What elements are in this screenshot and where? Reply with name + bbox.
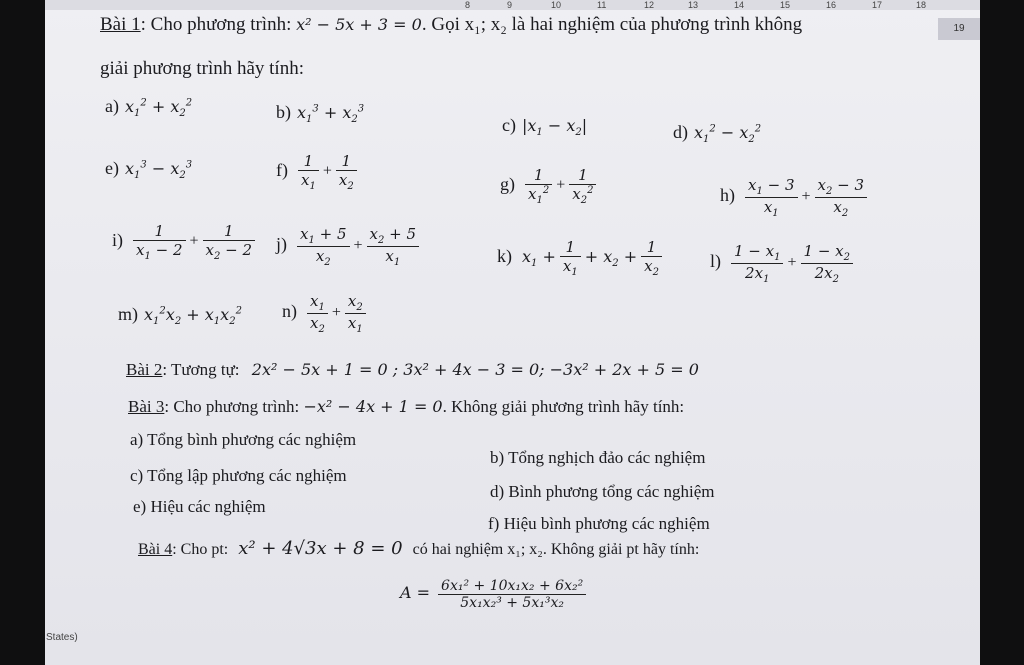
ruler-tick: 16 [826, 0, 837, 10]
item-j: j) $\frac{x_1 + 5}{x_2}$ + $\frac{x_2 + 5}{x_1}$ [276, 225, 419, 268]
ruler-tick: 13 [688, 0, 699, 10]
item-k: k) $x_1$ + $\frac{1}{x_1}$ + $x_2$ + $\frac{1}{x_2}$ [497, 238, 662, 278]
ruler-tick: 12 [644, 0, 655, 10]
bai4-rest: có hai nghiệm x₁; x₂. Không giải pt hãy tính: [412, 541, 700, 558]
bai1-intro: : Cho phương trình: [140, 14, 292, 35]
bai4-numerator: 6x₁² + 10x₁x₂ + 6x₂² [438, 578, 586, 595]
status-text: States) [46, 632, 78, 643]
bai1-line2: giải phương trình hãy tính: [100, 58, 304, 79]
item-l: l) $\frac{1 - x_1}{2x_1}$ + $\frac{1 - x_2}{2x_2}$ [710, 242, 853, 285]
bai3-b: b) Tổng nghịch đảo các nghiệm [490, 448, 706, 467]
ruler [45, 0, 980, 10]
ruler-tick: 10 [551, 0, 562, 10]
bai3-title: Bài 3 [128, 397, 165, 416]
bai4-formula [400, 578, 586, 611]
bai1-title: Bài 1 [100, 14, 141, 35]
bai3-intro: : Cho phương trình: [164, 397, 300, 416]
bai2-title: Bài 2 [126, 360, 163, 379]
item-g: g) $\frac{1}{x_1^2}$ + $\frac{1}{x_2^2}$ [500, 166, 596, 206]
bai3-rest: . Không giải phương trình hãy tính: [442, 397, 685, 416]
item-b: b) $x_1^3 + x_2^3$ [276, 102, 365, 126]
item-c: c) $|x_1 - x_2|$ [502, 115, 588, 139]
item-m: m) $x_1^2x_2 + x_1x_2^2$ [118, 304, 242, 328]
item-i: i) $\frac{1}{x_1 - 2}$ + $\frac{1}{x_2 - 2}$ [112, 222, 255, 262]
bai3-equation: −x² − 4x + 1 = 0 [303, 397, 443, 416]
bai4-heading [138, 538, 699, 559]
bai3-f: f) Hiệu bình phương các nghiệm [488, 514, 710, 533]
bai2 [126, 360, 699, 380]
bai1-equation: x² − 5x + 3 = 0 [296, 15, 422, 34]
ruler-tick: 9 [507, 0, 513, 10]
bai4-title: Bài 4 [138, 541, 173, 558]
ruler-tick: 18 [916, 0, 927, 10]
bai4-intro: : Cho pt: [172, 541, 229, 558]
ruler-end: 19 [938, 18, 980, 40]
ruler-tick: 8 [465, 0, 471, 10]
bai3-e: e) Hiệu các nghiệm [133, 497, 266, 516]
item-d: d) $x_1^2 - x_2^2$ [673, 122, 762, 146]
bai4-denominator: 5x₁x₂³ + 5x₁³x₂ [460, 595, 564, 611]
bai3-d: d) Bình phương tổng các nghiệm [490, 482, 715, 501]
ruler-tick: 11 [597, 0, 607, 10]
item-a: a) $x_1^2 + x_2^2$ [105, 96, 193, 120]
bai1-heading [100, 14, 802, 36]
ruler-tick: 15 [780, 0, 791, 10]
bai3-c: c) Tổng lập phương các nghiệm [130, 466, 347, 485]
bai3-a: a) Tổng bình phương các nghiệm [130, 430, 357, 449]
bai3-heading [128, 397, 684, 417]
item-n: n) $\frac{x_1}{x_2}$ + $\frac{x_2}{x_1}$ [282, 292, 366, 335]
item-f: f) $\frac{1}{x_1}$ + $\frac{1}{x_2}$ [276, 152, 357, 192]
item-e: e) $x_1^3 - x_2^3$ [105, 158, 193, 182]
item-h: h) $\frac{x_1 - 3}{x_1}$ + $\frac{x_2 - 3}{x_2}$ [720, 176, 867, 219]
bai2-equations: 2x² − 5x + 1 = 0 ; 3x² + 4x − 3 = 0; −3x² + 2x + 5 = 0 [251, 360, 699, 379]
ruler-tick: 14 [734, 0, 745, 10]
bai2-text: : Tương tự: [162, 360, 240, 379]
bai1-rest: . Gọi x₁; x₂ là hai nghiệm của phương trình không [421, 14, 803, 35]
ruler-tick: 17 [872, 0, 883, 10]
bai4-equation: x² + 4√3x + 8 = 0 [238, 538, 403, 559]
bai4-a-label: A = [400, 583, 431, 603]
